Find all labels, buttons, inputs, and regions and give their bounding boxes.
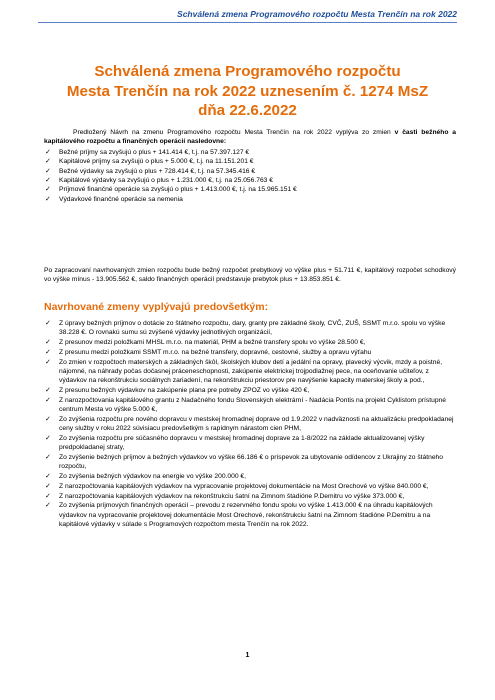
title-line-3: dňa 22.6.2022 <box>198 102 297 119</box>
list-item: ✓ Zo zvýšenie bežných príjmov a bežných výdavkov vo výške 66.186 € o príspevok za ubytovanie odídencov z Ukrajiny zo štátneho rozpočtu, <box>45 454 443 471</box>
checkmark-icon: ✓ <box>45 320 51 327</box>
checkmark-icon: ✓ <box>45 502 51 510</box>
checkmark-icon: ✓ <box>45 186 51 194</box>
list-item: ✓ Zo zvýšenia rozpočtu pre nového dopravcu v mestskej hromadnej doprave od 1.9.2022 v nadväznosti na aktualizáciu predpokladanej ceny služby v roku 2022 súvisiacu predovšetkým s rapídnym nárastom cien PHM, <box>45 415 454 433</box>
checkmark-icon: ✓ <box>45 387 51 395</box>
checkmark-icon: ✓ <box>45 415 51 423</box>
intro-section <box>44 128 456 204</box>
intro-paragraph <box>44 128 456 147</box>
list-item: ✓ Z presunu bežných výdavkov na zakúpenie plana pre potreby ZPOZ vo výške 420 €, <box>45 387 310 395</box>
list-item: ✓ Z narozpočtovania kapitálových výdavkov na vypracovanie projektovej dokumentácie na Most Orechové vo výške 840.000 €, <box>45 482 429 490</box>
list-item: ✓ Kapitálové príjmy sa zvyšujú o plus + 5.000 €, t.j. na 11.151.201 € <box>45 158 254 166</box>
list-item: ✓ Zo zmien v rozpočtoch materských a základných škôl, školských klubov detí a jedální na opravy, plavecký výcvik, mzdy a poistné, nájomné, na náhrady počas dočasnej práceneschopnosti, zakúpenie elektrickej trojpodlažnej pece, na oceňovanie učiteľov, z výdavkov na rekonštrukciu sociálnych zariadení, na rekonštrukciu priestorov pre navýšenie kapacity materskej školy a pod., <box>45 358 443 385</box>
changes-section <box>44 318 456 530</box>
summary-paragraph: Po zapracovaní navrhovaných zmien rozpočtu bude bežný rozpočet prebytkový vo výške plus + 51.711 €, kapitálový rozpočet schodkový vo výške mínus - 13.905.562 €, saldo finančných operácií predstavuje prebytok plus + 13.853.851 €. <box>44 267 456 284</box>
checkmark-icon: ✓ <box>45 434 51 442</box>
checkmark-icon: ✓ <box>45 177 51 185</box>
checkmark-icon: ✓ <box>45 195 51 203</box>
changes-list <box>44 319 456 530</box>
checkmark-icon: ✓ <box>45 358 51 366</box>
changes-heading: Navrhované zmeny vyplývajú predovšetkým: <box>44 301 269 313</box>
checkmark-icon: ✓ <box>45 454 51 462</box>
checkmark-icon: ✓ <box>45 158 51 166</box>
intro-paragraph-part2: v časti bežného a kapitálového rozpočtu a finančných operácií nasledovne: <box>44 129 456 146</box>
checkmark-icon: ✓ <box>45 492 51 500</box>
running-header: Schválená zmena Programového rozpočtu Mesta Trenčín na rok 2022 <box>177 9 457 19</box>
list-item: ✓ Z úpravy bežných príjmov o dotácie zo štátneho rozpočtu, dary, granty pre základné školy, CVČ, ZUŠ, SSMT m.r.o. spolu vo výške 38.228 €. O rovnakú sumu sú zvýšené výdavky jednotlivých organizácií, <box>45 320 446 337</box>
list-item: ✓ Bežné výdavky sa zvyšujú o plus + 728.414 €, t.j. na 57.345.416 € <box>45 167 256 175</box>
intro-paragraph-part1: Predložený Návrh na zmenu Programového rozpočtu Mesta Trenčín na rok 2022 vyplýva zo zmien <box>73 129 395 136</box>
checkmark-icon: ✓ <box>45 148 51 156</box>
list-item: ✓ Z narozpočtovania kapitálového grantu z Nadačného fondu Slovenských elektrární - Nadácia Pontis na projekt Cyklistom prístupné centrum Mesta vo výške 5.000 €, <box>45 396 446 414</box>
checkmark-icon: ✓ <box>45 348 51 356</box>
checkmark-icon: ✓ <box>45 339 51 347</box>
checkmark-icon: ✓ <box>45 473 51 481</box>
summary-section <box>44 266 456 285</box>
checkmark-icon: ✓ <box>45 482 51 490</box>
list-item: ✓ Z presunu medzi položkami SSMT m.r.o. na bežné transfery, dopravné, cestovné, služby a opravu výťahu <box>45 348 372 356</box>
budget-change-list <box>44 148 456 204</box>
list-item: ✓ Výdavkové finančné operácie sa nemenia <box>45 195 183 203</box>
page-number: 1 <box>245 652 250 659</box>
header-divider <box>38 22 457 23</box>
list-item: ✓ Zo zvýšenia príjmových finančných operácií – prevodu z rezervného fondu spolu vo výške 1.413.000 € na úhradu kapitálových výdavkov na vypracovanie projektovej dokumentácie Most Orechové, rekonštrukciu šatní na Zimnom štadióne P.Demitru a na kapitálové výdavky v súlade s Programových rozpočtom mesta Trenčín na rok 2022. <box>45 502 433 529</box>
list-item: ✓ Zo zvýšenia bežných výdavkov na energie vo výške 200.000 €, <box>45 473 246 481</box>
list-item: ✓ Príjmové finančné operácie sa zvyšujú o plus + 1.413.000 €, t.j. na 15.965.151 € <box>45 186 297 194</box>
list-item: ✓ Bežné príjmy sa zvyšujú o plus + 141.414 €, t.j. na 57.397.127 € <box>45 148 250 156</box>
title-line-1: Schválená zmena Programového rozpočtu <box>94 63 401 80</box>
title-line-2: Mesta Trenčín na rok 2022 uznesením č. 1274 MsZ <box>66 82 429 100</box>
checkmark-icon: ✓ <box>45 396 51 404</box>
document-title <box>0 62 495 121</box>
list-item: ✓ Z presunov medzi položkami MHSL m.r.o. na materiál, PHM a bežné transfery spolu vo výške 28.500 €, <box>45 339 366 347</box>
checkmark-icon: ✓ <box>45 167 51 175</box>
list-item: ✓ Zo zvýšenia rozpočtu pre súčasného dopravcu v mestskej hromadnej doprave za 1-8/2022 na základe aktualizovanej výšky predpokladanej straty, <box>45 434 425 452</box>
list-item: ✓ Z narozpočtovania kapitálových výdavkov na rekonštrukciu šatní na Zimnom štadióne P.Demitru vo výške 373.000 €, <box>45 492 405 500</box>
list-item: ✓ Kapitálové výdavky sa zvyšujú o plus + 1.231.000 €, t.j. na 25.056.763 € <box>45 177 273 185</box>
